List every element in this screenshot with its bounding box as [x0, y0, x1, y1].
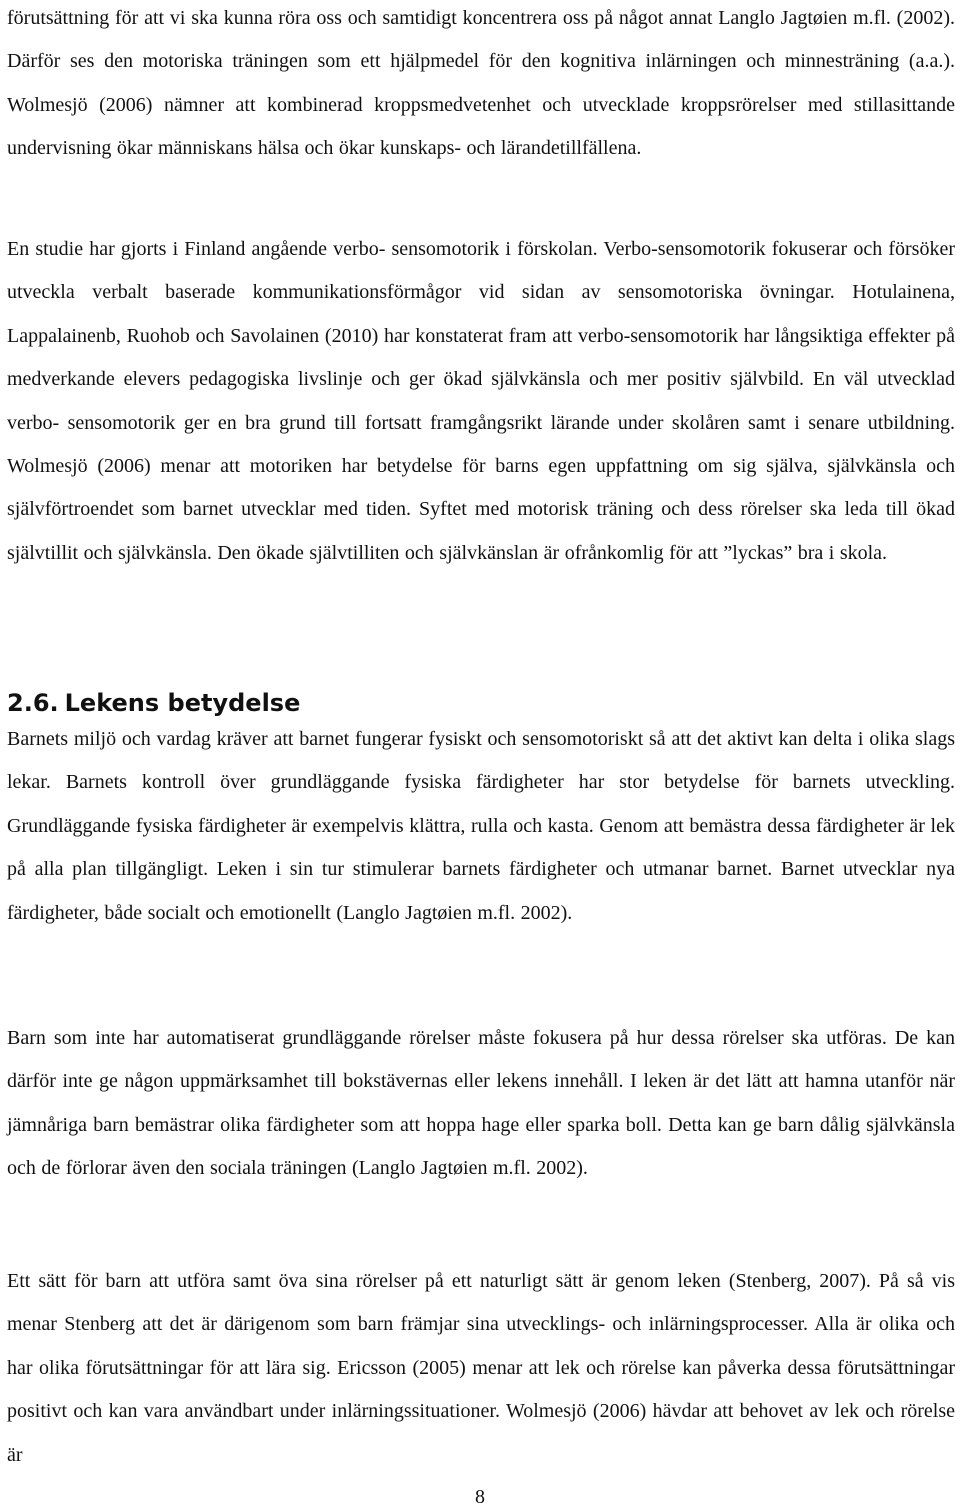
paragraph-automatiserat: Barn som inte har automatiserat grundläggande rörelser måste fokusera på hur dessa rörelser ska utföras. De kan därför inte ge någon uppmärksamhet till bokstävernas eller lekens innehåll. I leken är det lätt att hamna utanför när jämnåriga barn bemästrar olika färdigheter som att hoppa hage eller sparka boll. Detta kan ge barn dålig självkänsla och de förlorar även den sociala träningen (Langlo Jagtøien m.fl. 2002).: [7, 1027, 955, 1180]
section-number: 2.6.: [7, 689, 59, 717]
section-heading: [7, 688, 300, 718]
paragraph-motor-training: förutsättning för att vi ska kunna röra oss och samtidigt koncentrera oss på något annat Langlo Jagtøien m.fl. (2002). Därför ses den motoriska träningen som ett hjälpmedel för den kognitiva inlärningen och minnesträning (a.a.). Wolmesjö (2006) nämner att kombinerad kroppsmedvetenhet och utvecklade kroppsrörelser med stillasittande undervisning ökar människans hälsa och ökar kunskaps- och lärandetillfällena.: [7, 7, 955, 160]
paragraph-leken: Ett sätt för barn att utföra samt öva sina rörelser på ett naturligt sätt är genom leken (Stenberg, 2007). På så vis menar Stenberg att det är därigenom som barn främjar sina utvecklings- och inlärningsprocesser. Alla är olika och har olika förutsättningar för att lära sig. Ericsson (2005) menar att lek och rörelse kan påverka dessa förutsättningar positivt och kan vara användbart under inlärningssituationer. Wolmesjö (2006) hävdar att behovet av lek och rörelse är: [7, 1270, 955, 1466]
paragraph-barnets-miljo: Barnets miljö och vardag kräver att barnet fungerar fysiskt och sensomotoriskt så att det aktivt kan delta i olika slags lekar. Barnets kontroll över grundläggande fysiska färdigheter har stor betydelse för barnets utveckling. Grundläggande fysiska färdigheter är exempelvis klättra, rulla och kasta. Genom att bemästra dessa färdigheter är lek på alla plan tillgängligt. Leken i sin tur stimulerar barnets färdigheter och utmanar barnet. Barnet utvecklar nya färdigheter, både socialt och emotionellt (Langlo Jagtøien m.fl. 2002).: [7, 728, 955, 924]
page-number: 8: [475, 1486, 485, 1508]
paragraph-verbo-sensomotorik: En studie har gjorts i Finland angående verbo- sensomotorik i förskolan. Verbo-sensomotorik fokuserar och försöker utveckla verbalt baserade kommunikationsförmågor vid sidan av sensomotoriska övningar. Hotulainena, Lappalainenb, Ruohob och Savolainen (2010) har konstaterat fram att verbo-sensomotorik har långsiktiga effekter på medverkande elevers pedagogiska livslinje och ger ökad självkänsla och mer positiv självbild. En väl utvecklad verbo- sensomotorik ger en bra grund till fortsatt framgångsrikt lärande under skolåren samt i senare utbildning. Wolmesjö (2006) menar att motoriken har betydelse för barns egen uppfattning om sig själva, självkänsla och självförtroendet som barnet utvecklar med tiden. Syftet med motorisk träning och dess rörelser ska leda till ökad självtillit och självkänsla. Den ökade självtilliten och självkänslan är ofrånkomlig för att ”lyckas” bra i skola.: [7, 238, 955, 564]
section-title: Lekens betydelse: [64, 689, 301, 717]
